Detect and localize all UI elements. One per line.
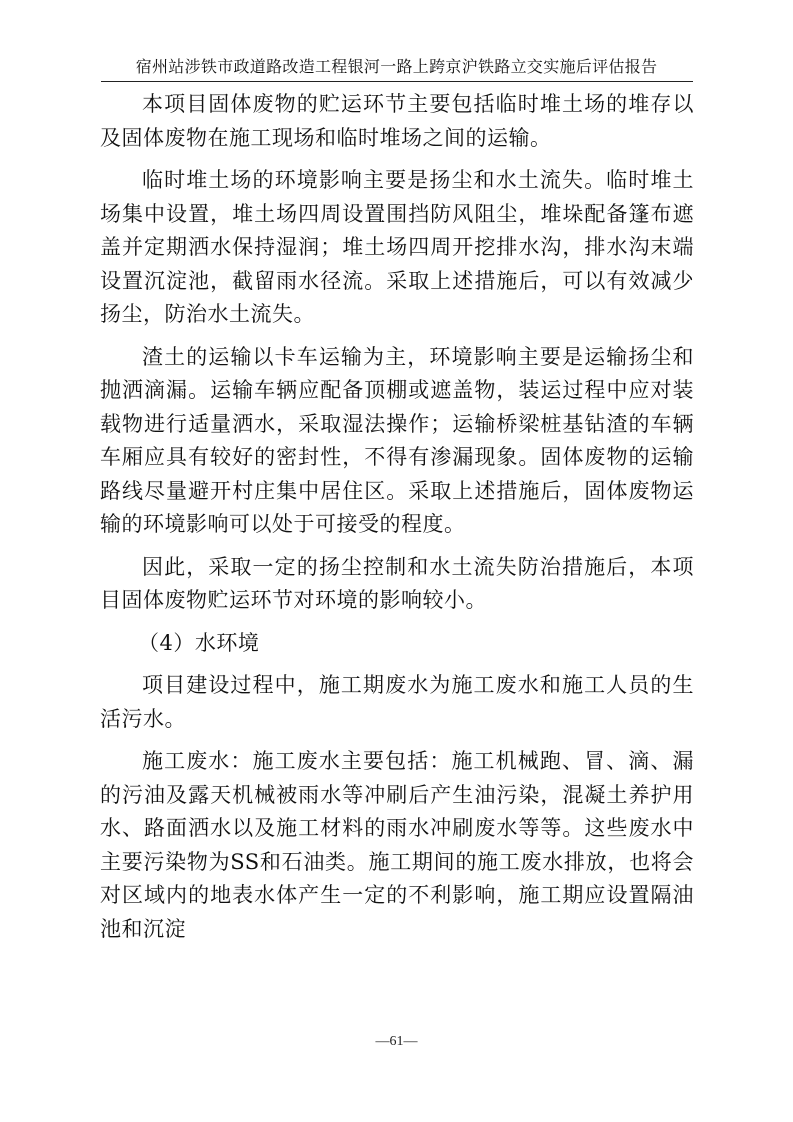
- paragraph-muck-transport: 渣土的运输以卡车运输为主，环境影响主要是运输扬尘和抛洒滴漏。运输车辆应配备顶棚或遮盖物，装运过程中应对装载物进行适量洒水，采取湿法操作；运输桥梁桩基钻渣的车辆车厢应具有较好的密封性，不得有渗漏现象。固体废物的运输路线尽量避开村庄集中居住区。采取上述措施后，固体废物运输的环境影响可以处于可接受的程度。: [100, 344, 694, 536]
- header-divider: [101, 81, 693, 82]
- page-number: —61—: [375, 1034, 418, 1049]
- paragraph-construction-wastewater: 施工废水：施工废水主要包括：施工机械跑、冒、滴、漏的污油及露天机械被雨水等冲刷后产生油污染，混凝土养护用水、路面洒水以及施工材料的雨水冲刷废水等等。这些废水中主要污染物为SS和石油类。施工期间的施工废水排放，也将会对区域内的地表水体产生一定的不利影响，施工期应设置隔油池和沉淀: [100, 749, 694, 941]
- section-heading-water-environment: （4）水环境: [138, 630, 260, 655]
- running-header: 宿州站涉铁市政道路改造工程银河一路上跨京沪铁路立交实施后评估报告: [135, 57, 658, 76]
- paragraph-wastewater-intro: 项目建设过程中，施工期废水为施工废水和施工人员的生活污水。: [100, 673, 694, 731]
- paragraph-solid-waste-storage: 本项目固体废物的贮运环节主要包括临时堆土场的堆存以及固体废物在施工现场和临时堆场之间的运输。: [100, 92, 694, 150]
- paragraph-conclusion: 因此，采取一定的扬尘控制和水土流失防治措施后，本项目固体废物贮运环节对环境的影响较小。: [100, 554, 694, 612]
- body-text: [100, 88, 694, 955]
- paragraph-temporary-soil-yard: 临时堆土场的环境影响主要是扬尘和水土流失。临时堆土场集中设置，堆土场四周设置围挡防风阻尘，堆垛配备篷布遮盖并定期洒水保持湿润；堆土场四周开挖排水沟，排水沟末端设置沉淀池，截留雨水径流。采取上述措施后，可以有效减少扬尘，防治水土流失。: [100, 168, 694, 326]
